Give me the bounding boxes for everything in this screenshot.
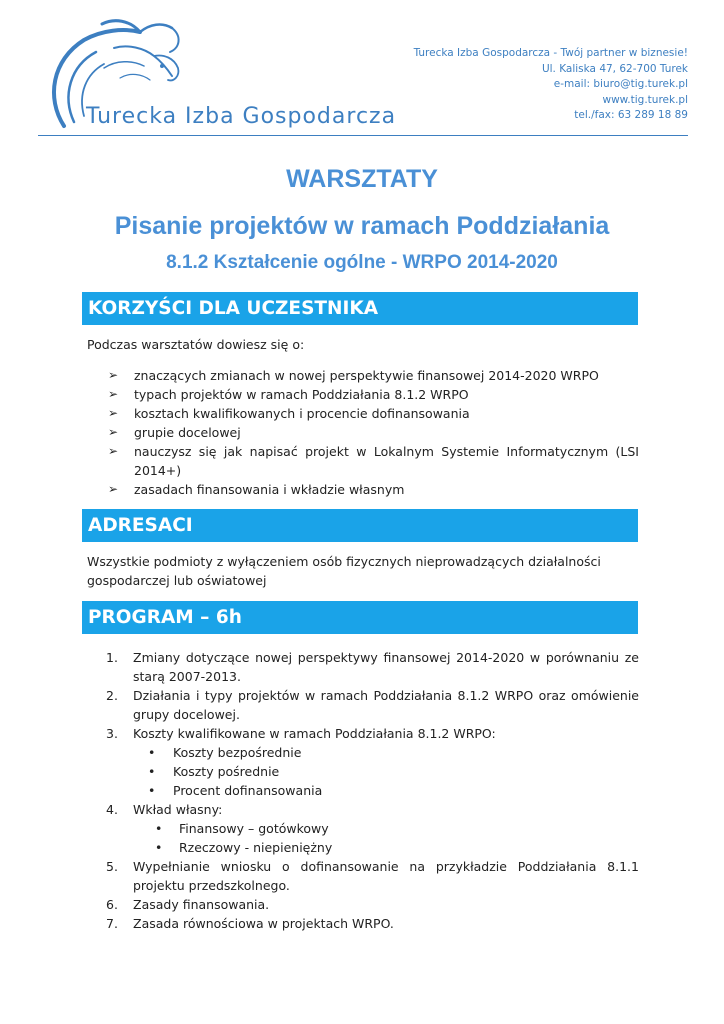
section-heading-benefits: KORZYŚCI DLA UCZESTNIKA bbox=[82, 292, 638, 325]
program-subitem: • Finansowy – gotówkowy bbox=[155, 821, 329, 836]
bullet-dot-icon: • bbox=[148, 745, 156, 760]
list-item: ➢ grupie docelowej bbox=[108, 425, 241, 440]
program-subitem: • Rzeczowy - niepieniężny bbox=[155, 840, 333, 855]
contact-phone: tel./fax: 63 289 18 89 bbox=[574, 109, 688, 122]
contact-tagline: Turecka Izba Gospodarcza - Twój partner w biznesie! bbox=[413, 47, 688, 59]
list-item: ➢ zasadach finansowania i wkładzie własnym bbox=[108, 482, 405, 497]
program-subitem: • Procent dofinansowania bbox=[148, 783, 323, 798]
arrow-bullet-icon: ➢ bbox=[108, 387, 119, 401]
list-item: ➢ nauczysz się jak napisać projekt w Lokalnym Systemie Informatycznym (LSI 2014+) bbox=[108, 444, 639, 478]
arrow-bullet-icon: ➢ bbox=[108, 406, 119, 420]
program-item: 1. Zmiany dotyczące nowej perspektywy finansowej 2014-2020 w porównaniu ze starą 2007-2013. bbox=[106, 650, 639, 684]
arrow-bullet-icon: ➢ bbox=[108, 482, 119, 496]
program-subitem: • Koszty pośrednie bbox=[148, 764, 280, 779]
program-item: 2. Działania i typy projektów w ramach Poddziałania 8.1.2 WRPO oraz omówienie grupy docelowej. bbox=[106, 688, 639, 722]
list-item: ➢ znaczących zmianach w nowej perspektywie finansowej 2014-2020 WRPO bbox=[108, 368, 599, 383]
list-item: ➢ typach projektów w ramach Poddziałania 8.1.2 WRPO bbox=[108, 387, 469, 402]
bullet-dot-icon: • bbox=[148, 764, 156, 779]
bullet-dot-icon: • bbox=[155, 821, 163, 836]
page-subtitle: Pisanie projektów w ramach Poddziałania bbox=[114, 212, 610, 240]
header-divider bbox=[38, 135, 688, 136]
program-subitem: • Koszty bezpośrednie bbox=[148, 745, 302, 760]
contact-address: Ul. Kaliska 47, 62-700 Turek bbox=[541, 62, 688, 75]
audience-text: Wszystkie podmioty z wyłączeniem osób fizycznych nieprowadzących działalności gospodarczej lub oświatowej bbox=[87, 554, 601, 588]
arrow-bullet-icon: ➢ bbox=[108, 444, 119, 458]
section-heading-program: PROGRAM – 6h bbox=[82, 601, 638, 634]
logo-text: Turecka Izba Gospodarcza bbox=[86, 104, 397, 129]
page-title: WARSZTATY bbox=[286, 165, 438, 193]
program-item: 6. Zasady finansowania. bbox=[106, 897, 270, 912]
benefits-list bbox=[108, 366, 639, 499]
program-item: 3. Koszty kwalifikowane w ramach Poddziałania 8.1.2 WRPO: • Koszty bezpośrednie • Koszty pośrednie • Procent dofinansowania bbox=[100, 724, 639, 800]
bullet-dot-icon: • bbox=[155, 840, 163, 855]
program-item: 5. Wypełnianie wniosku o dofinansowanie na przykładzie Poddziałania 8.1.1 projektu przedszkolnego. bbox=[106, 859, 639, 893]
program-subitems bbox=[133, 819, 639, 857]
page-subtitle-program: 8.1.2 Kształcenie ogólne - WRPO 2014-2020 bbox=[166, 252, 558, 273]
program-subitems bbox=[133, 743, 639, 800]
arrow-bullet-icon: ➢ bbox=[108, 368, 119, 382]
contact-email[interactable]: e-mail: biuro@tig.turek.pl bbox=[553, 78, 688, 91]
contact-website[interactable]: www.tig.turek.pl bbox=[602, 93, 688, 106]
bullet-dot-icon: • bbox=[148, 783, 156, 798]
benefits-intro: Podczas warsztatów dowiesz się o: bbox=[87, 337, 305, 352]
contact-block bbox=[414, 46, 688, 124]
program-item: 7. Zasada równościowa w projektach WRPO. bbox=[106, 916, 394, 931]
list-item: ➢ kosztach kwalifikowanych i procencie dofinansowania bbox=[108, 406, 470, 421]
company-logo bbox=[44, 18, 397, 133]
program-item: 4. Wkład własny: • Finansowy – gotówkowy • Rzeczowy - niepieniężny bbox=[100, 800, 639, 857]
section-heading-audience: ADRESACI bbox=[82, 509, 638, 542]
program-list bbox=[100, 648, 639, 933]
arrow-bullet-icon: ➢ bbox=[108, 425, 119, 439]
